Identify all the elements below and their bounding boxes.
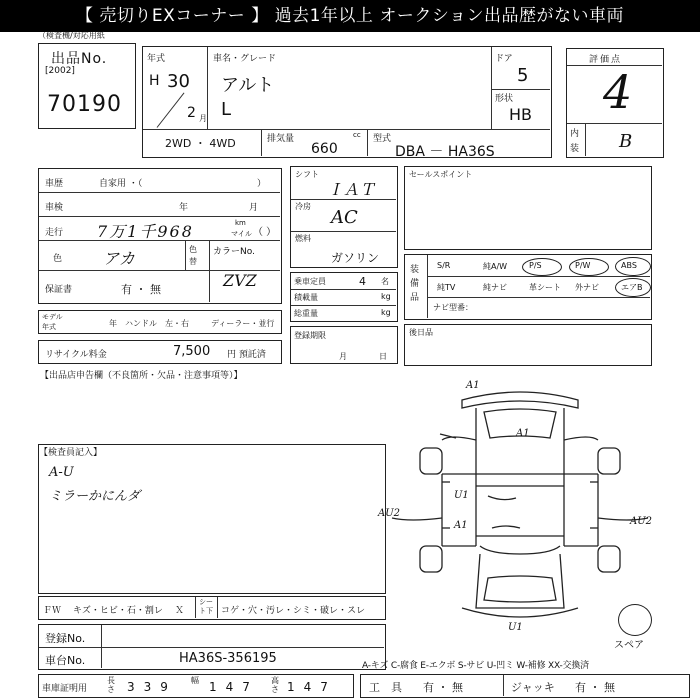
- expiry-box: [290, 326, 398, 364]
- model-name: アルト: [221, 75, 275, 96]
- inspection-year-unit: 年: [179, 203, 189, 213]
- color-no-value: ZVZ: [223, 271, 257, 290]
- gross-label: 総重量: [294, 309, 318, 318]
- capacity-unit: 名: [381, 277, 389, 286]
- after-date-box: [404, 324, 652, 366]
- sales-point-label: セールスポイント: [409, 170, 473, 179]
- model-grade: L: [221, 99, 232, 120]
- equip-circle-pw: [569, 258, 609, 276]
- model-year-unit: 年: [109, 319, 117, 328]
- lot-number: 70190: [47, 92, 122, 117]
- aircon-label: 冷房: [295, 202, 311, 211]
- equipment-item: 純TV: [437, 283, 456, 292]
- capacity-value: 4: [359, 275, 366, 288]
- model-year-box: [38, 310, 282, 334]
- fw-seat-items: コゲ・穴・汚レ・シミ・破レ・スレ: [221, 606, 366, 616]
- dealer: ディーラー・並行: [211, 319, 275, 328]
- fw-items: キズ・ヒビ・石・割レ: [73, 606, 163, 616]
- equipment-label: 装備品: [410, 265, 420, 303]
- mileage-label: 走行: [45, 228, 64, 238]
- mileage-paren: （ ）: [253, 227, 277, 238]
- history-label: 車歴: [45, 179, 64, 189]
- warranty-label: 保証書: [45, 285, 73, 295]
- color-no-label: カラーNo.: [213, 247, 255, 257]
- load-label: 積載量: [294, 293, 318, 302]
- year-month-unit: 月: [199, 114, 207, 123]
- cert-width-value: 147: [209, 680, 259, 694]
- equip-circle-ps: [522, 258, 562, 276]
- tools-value: 有 ・ 無: [423, 681, 463, 694]
- jack-label: ジャッキ: [511, 681, 555, 694]
- color-change-1: 色: [189, 245, 197, 254]
- type-value: DBA － HA36S: [395, 144, 495, 160]
- doors-value: 5: [517, 65, 529, 86]
- capacity-label: 乗車定員: [294, 277, 326, 286]
- score-label: 評価点: [589, 55, 623, 65]
- recycle-box: [38, 340, 282, 364]
- equipment-item: 純A/W: [483, 262, 508, 271]
- load-unit: kg: [381, 292, 391, 301]
- engine-value: 660: [311, 141, 338, 157]
- fw-x: Ｘ: [175, 606, 185, 616]
- spare-label: スペア: [614, 640, 644, 651]
- top-info-box: [142, 46, 552, 158]
- damage-legend: A-キズ C-腐食 E-エクボ S-サビ U-凹ミ W-補修 XX-交換済: [362, 661, 589, 671]
- handle: ハンドル 左・右: [125, 319, 189, 328]
- capacity-box: [290, 272, 398, 322]
- year-month: 2: [187, 105, 196, 121]
- shift-label: シフト: [295, 170, 319, 179]
- doors-label: ドア: [495, 54, 513, 64]
- inspector-box: [38, 444, 386, 594]
- equipment-box: [404, 254, 652, 320]
- cert-box: [38, 674, 354, 698]
- shift-value: ＩＡＴ: [327, 180, 376, 199]
- car-diagram: [380, 378, 690, 638]
- jack-value: 有 ・ 無: [575, 681, 615, 694]
- recycle-value: 7,500: [173, 344, 211, 359]
- mileage-value: 7万1千968: [97, 222, 194, 241]
- equipment-item: P/S: [529, 261, 542, 270]
- model-year-label-1: モデル: [42, 313, 63, 321]
- seller-notes-label: 【出品店申告欄（不良箇所・欠品・注意事項等）】: [40, 371, 243, 381]
- year-label: 年式: [147, 54, 166, 64]
- inspector-note-2: ミラーかにんダ: [49, 489, 141, 504]
- inspection-label: 車検: [45, 203, 64, 213]
- equipment-item: エアB: [621, 283, 643, 292]
- engine-unit: cc: [353, 131, 361, 139]
- shape-value: HB: [509, 105, 533, 124]
- cert-length-value: 339: [127, 680, 177, 694]
- lot-code: [2002]: [45, 66, 75, 76]
- equipment-item: 革シート: [529, 283, 561, 292]
- registration-box: [38, 624, 386, 670]
- warranty-value: 有 ・ 無: [121, 283, 161, 296]
- damage-mark: A1: [466, 380, 480, 391]
- equip-circle-abs: [615, 257, 651, 276]
- fuel-label: 燃料: [295, 234, 311, 243]
- model-year-label-2: 年式: [42, 323, 56, 331]
- damage-mark: U1: [508, 622, 523, 633]
- equipment-item: ABS: [621, 261, 637, 270]
- recycle-label: リサイクル料金: [45, 350, 107, 360]
- mileage-unit-km: km: [235, 219, 246, 227]
- lot-box: [38, 43, 136, 129]
- damage-mark: AU2: [378, 508, 401, 519]
- lot-label: 出品No.: [51, 51, 108, 67]
- after-date-label: 後日品: [409, 328, 433, 337]
- drive: 2WD ・ 4WD: [165, 137, 236, 150]
- fw-box: [38, 596, 386, 620]
- sales-point-box: [404, 166, 652, 250]
- registration-label: 登録No.: [45, 632, 86, 645]
- damage-mark: U1: [454, 490, 469, 501]
- equipment-item: P/W: [575, 261, 591, 270]
- inspection-month-unit: 月: [249, 203, 259, 213]
- navi-model-label: ナビ型番：: [433, 303, 473, 312]
- equipment-item: 純ナビ: [483, 283, 507, 292]
- fw-label: ＦＷ: [43, 606, 62, 616]
- cert-label: 車庫証明用: [42, 684, 88, 694]
- aircon-value: AC: [331, 207, 358, 228]
- color-change-2: 替: [189, 257, 197, 266]
- equipment-item: 外ナビ: [575, 283, 599, 292]
- expiry-day-unit: 日: [379, 352, 387, 361]
- cert-width-label: 幅: [191, 676, 199, 685]
- damage-mark: A1: [516, 428, 530, 439]
- year-era: H: [149, 73, 160, 89]
- interior-value: B: [619, 131, 633, 152]
- cert-height-value: 147: [287, 680, 337, 694]
- fuel-value: ガソリン: [331, 251, 380, 265]
- year-value: 30: [167, 71, 190, 92]
- inspector-note-1: A-U: [49, 465, 74, 480]
- tools-box: [360, 674, 690, 698]
- shift-box: [290, 166, 398, 268]
- inspector-label: 【検査員記入】: [39, 448, 103, 458]
- fw-seat-label: シート下: [199, 598, 213, 615]
- score-box: [566, 48, 664, 158]
- history-value: 自家用 ・（: [99, 179, 143, 189]
- sub-header: （検査機/対応用紙: [38, 31, 105, 40]
- shape-label: 形状: [495, 94, 514, 104]
- cert-height-label: 高さ: [271, 676, 279, 694]
- chassis-value: HA36S-356195: [179, 651, 277, 666]
- interior-label-2: 装: [570, 144, 580, 154]
- history-close: ）: [257, 179, 267, 189]
- equip-circle-airbag: [615, 278, 651, 297]
- expiry-month-unit: 月: [339, 352, 347, 361]
- banner: 【 売切りEXコーナー 】 過去1年以上 オークション出品歴がない車両: [0, 0, 700, 32]
- color-value: アカ: [103, 249, 135, 268]
- chassis-label: 車台No.: [45, 654, 86, 667]
- engine-label: 排気量: [267, 134, 295, 144]
- damage-mark: AU2: [630, 516, 653, 527]
- color-label: 色: [53, 254, 63, 264]
- damage-mark: A1: [454, 520, 468, 531]
- expiry-label: 登録期限: [294, 331, 326, 340]
- mileage-unit-mile: マイル: [231, 230, 252, 238]
- model-name-label: 車名・グレード: [213, 54, 277, 64]
- vehicle-info-box: [38, 168, 282, 304]
- equipment-item: S/R: [437, 261, 451, 270]
- type-label: 型式: [373, 134, 392, 144]
- recycle-unit: 円 預託済: [227, 350, 266, 360]
- tools-label: 工 具: [369, 681, 402, 694]
- score-value: 4: [603, 65, 633, 119]
- cert-length-label: 長さ: [107, 676, 115, 694]
- interior-label-1: 内: [570, 129, 580, 139]
- gross-unit: kg: [381, 308, 391, 317]
- spare-tire-icon: [618, 604, 652, 636]
